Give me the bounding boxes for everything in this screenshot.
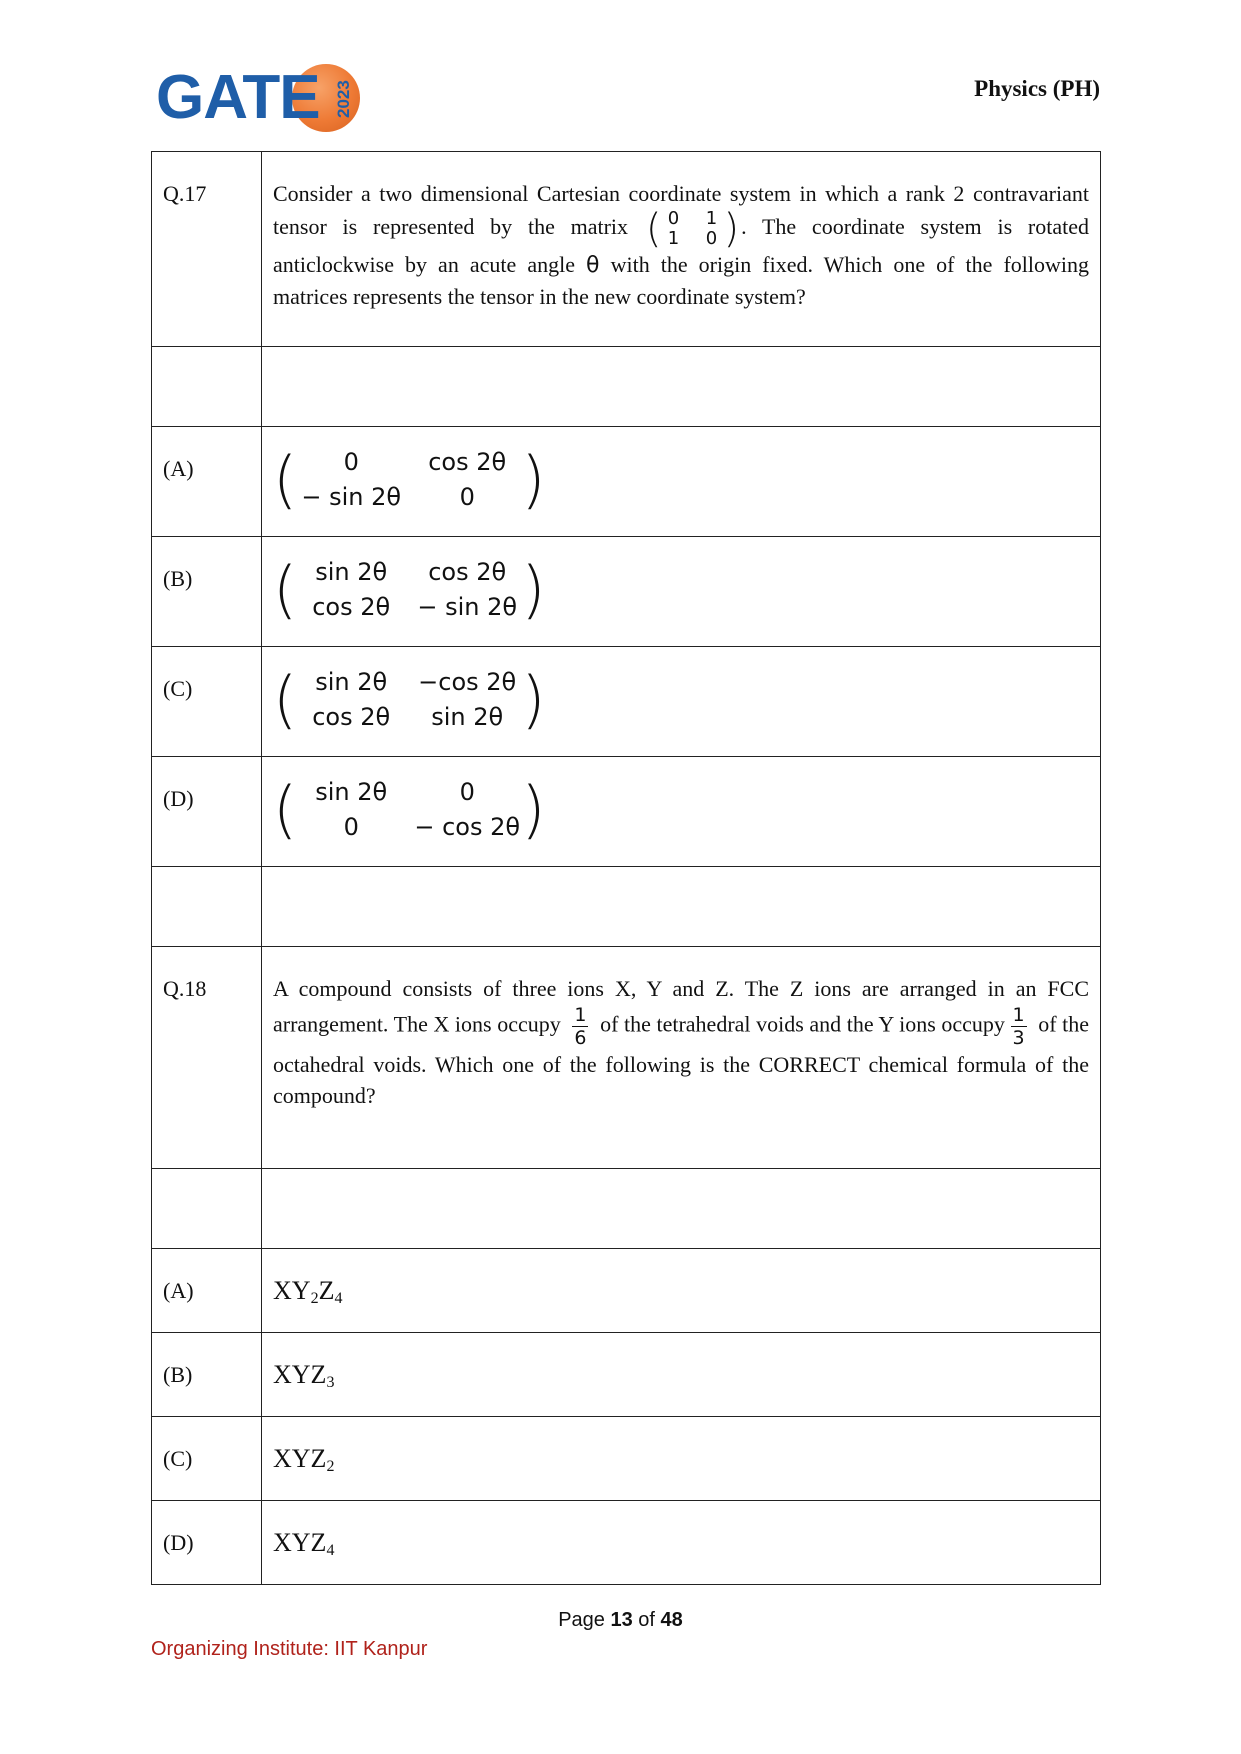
matrix-cell: 0	[459, 483, 475, 511]
option-label: (B)	[152, 537, 262, 647]
question-number: Q.18	[152, 947, 262, 1169]
matrix-cell: − cos 2θ	[414, 813, 521, 841]
matrix-cell: 0	[667, 208, 680, 229]
option-label: (D)	[152, 1501, 262, 1585]
fraction-one-third	[1011, 1004, 1027, 1049]
logo-year: 2023	[334, 80, 353, 118]
matrix-cell: − sin 2θ	[301, 483, 402, 511]
matrix-cell: 1	[667, 228, 680, 249]
matrix-cell: 0	[705, 228, 718, 249]
chemical-formula: $XYZ_4$	[273, 1528, 335, 1559]
chemical-formula: $XY_2Z_4$	[273, 1276, 343, 1307]
question-row-q18	[152, 947, 1101, 1169]
fraction-numerator: 1	[1012, 1004, 1025, 1026]
matrix-cell: cos 2θ	[312, 703, 391, 731]
option-row-a[interactable]	[152, 1249, 1101, 1333]
question-text	[262, 947, 1101, 1169]
right-paren: )	[723, 206, 740, 252]
chemical-formula: $XYZ_2$	[273, 1444, 335, 1475]
matrix-cell: 0	[343, 448, 359, 476]
theta-symbol: θ	[586, 253, 600, 278]
option-row-d[interactable]	[152, 1501, 1101, 1585]
option-label: (B)	[152, 1333, 262, 1417]
page-number: Page 13 of 48	[558, 1609, 683, 1631]
option-matrix: ( sin 2θ −cos 2θ cos 2θ sin 2θ )	[273, 663, 546, 736]
option-label: (D)	[152, 757, 262, 867]
question-table	[151, 151, 1101, 1585]
question-number: Q.17	[152, 152, 262, 347]
logo-text: GATE	[156, 63, 320, 132]
spacer-row	[152, 347, 1101, 427]
option-label: (A)	[152, 427, 262, 537]
question-text	[262, 152, 1101, 347]
matrix-cell: sin 2θ	[315, 558, 388, 586]
matrix-cell: cos 2θ	[428, 448, 507, 476]
fraction-numerator: 1	[574, 1004, 587, 1026]
option-matrix: ( 0 cos 2θ − sin 2θ 0 )	[273, 443, 546, 516]
left-paren: (	[645, 206, 662, 252]
matrix-cell: cos 2θ	[428, 558, 507, 586]
gate-logo	[156, 60, 356, 140]
matrix-cell: 1	[705, 208, 718, 229]
organizing-institute: Organizing Institute: IIT Kanpur	[151, 1638, 428, 1660]
chemical-formula: $XYZ_3$	[273, 1360, 335, 1391]
q17-text-part2: . The coordinate system is rotated anticlockwise by an acute angle	[273, 214, 1089, 277]
subject-title: Physics (PH)	[974, 76, 1100, 101]
matrix-cell: 0	[343, 813, 359, 841]
option-row-b[interactable]	[152, 1333, 1101, 1417]
spacer-row	[152, 1169, 1101, 1249]
q18-text-part3: of the octahedral voids. Which one of the following is the CORRECT chemical formula of the compound?	[273, 1011, 1090, 1108]
option-row-a[interactable]	[152, 427, 1101, 537]
option-label: (A)	[152, 1249, 262, 1333]
q17-text-part1: Consider a two dimensional Cartesian coordinate system in which a rank 2 contravariant tensor is represented by the matrix	[273, 181, 1089, 240]
option-label: (C)	[152, 1417, 262, 1501]
matrix-cell: − sin 2θ	[417, 593, 518, 621]
q17-text-part3: with the origin fixed. Which one of the following matrices represents the tensor in the new coordinate system?	[273, 252, 1090, 309]
spacer-row	[152, 867, 1101, 947]
matrix-cell: sin 2θ	[315, 778, 388, 806]
matrix-cell: sin 2θ	[431, 703, 504, 731]
option-row-b[interactable]	[152, 537, 1101, 647]
matrix-cell: −cos 2θ	[418, 668, 517, 696]
fraction-denominator: 3	[1012, 1027, 1025, 1049]
option-row-c[interactable]	[152, 647, 1101, 757]
fraction-denominator: 6	[574, 1027, 587, 1049]
q18-text-part2: of the tetrahedral voids and the Y ions occupy	[600, 1011, 1005, 1037]
matrix-cell: 0	[459, 778, 475, 806]
question-row-q17	[152, 152, 1101, 347]
option-matrix: ( sin 2θ 0 0 − cos 2θ )	[273, 773, 546, 846]
matrix-cell: cos 2θ	[312, 593, 391, 621]
option-label: (C)	[152, 647, 262, 757]
option-row-d[interactable]	[152, 757, 1101, 867]
q17-tensor-matrix	[645, 206, 740, 252]
fraction-one-sixth	[572, 1004, 588, 1049]
q18-text-part1: A compound consists of three ions X, Y and Z. The Z ions are arranged in an FCC arrangement. The X ions occupy	[273, 976, 1089, 1037]
option-row-c[interactable]	[152, 1417, 1101, 1501]
option-matrix: ( sin 2θ cos 2θ cos 2θ − sin 2θ )	[273, 553, 546, 626]
matrix-cell: sin 2θ	[315, 668, 388, 696]
